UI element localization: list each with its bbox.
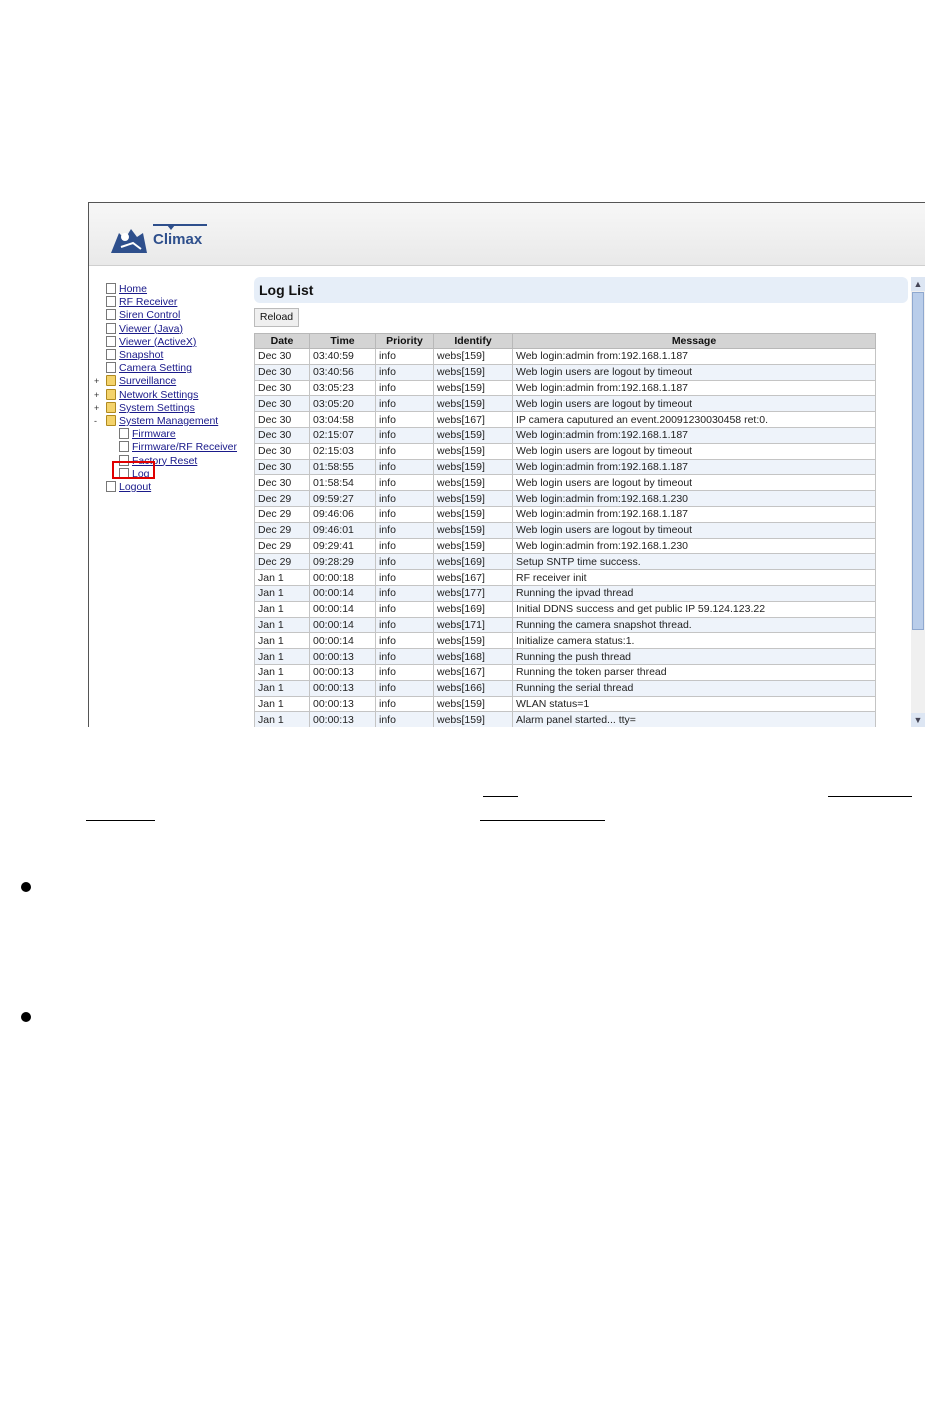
- cell-date: Dec 30: [255, 364, 310, 380]
- cell-date: Dec 29: [255, 538, 310, 554]
- cell-date: Jan 1: [255, 664, 310, 680]
- cell-message: Alarm panel started... tty=: [513, 712, 876, 727]
- cell-identify: webs[159]: [434, 475, 513, 491]
- cell-identify: webs[159]: [434, 491, 513, 507]
- cell-time: 00:00:13: [310, 696, 376, 712]
- cell-date: Jan 1: [255, 680, 310, 696]
- cell-priority: info: [376, 475, 434, 491]
- cell-priority: info: [376, 396, 434, 412]
- cell-priority: info: [376, 696, 434, 712]
- log-row: [255, 396, 876, 412]
- log-table: [254, 333, 876, 727]
- nav-item-snapshot[interactable]: [106, 349, 163, 362]
- expand-icon[interactable]: +: [94, 389, 100, 400]
- cell-date: Dec 29: [255, 522, 310, 538]
- expand-icon[interactable]: +: [94, 402, 100, 413]
- cell-identify: webs[159]: [434, 696, 513, 712]
- cell-priority: info: [376, 443, 434, 459]
- cell-identify: webs[167]: [434, 664, 513, 680]
- col-time[interactable]: Time: [310, 334, 376, 349]
- page-icon: [106, 336, 116, 347]
- cell-date: Dec 29: [255, 554, 310, 570]
- cell-identify: webs[168]: [434, 649, 513, 665]
- cell-priority: info: [376, 585, 434, 601]
- cell-time: 00:00:13: [310, 664, 376, 680]
- page-icon: [106, 481, 116, 492]
- cell-priority: info: [376, 427, 434, 443]
- cell-message: Web login users are logout by timeout: [513, 443, 876, 459]
- nav-item-label: Network Settings: [119, 388, 199, 401]
- nav-item-label: Camera Setting: [119, 362, 192, 375]
- nav-item-system-settings[interactable]: [106, 402, 195, 415]
- cell-identify: webs[169]: [434, 601, 513, 617]
- cell-identify: webs[169]: [434, 554, 513, 570]
- cell-message: Web login:admin from:192.168.1.230: [513, 491, 876, 507]
- cell-identify: webs[159]: [434, 506, 513, 522]
- cell-identify: webs[159]: [434, 538, 513, 554]
- cell-time: 03:40:59: [310, 349, 376, 365]
- cell-time: 00:00:14: [310, 617, 376, 633]
- cell-priority: info: [376, 506, 434, 522]
- cell-identify: webs[159]: [434, 459, 513, 475]
- log-row: [255, 412, 876, 428]
- log-table-header: [255, 334, 876, 349]
- cell-message: RF receiver init: [513, 570, 876, 586]
- cell-priority: info: [376, 349, 434, 365]
- log-row: [255, 680, 876, 696]
- col-message[interactable]: Message: [513, 334, 876, 349]
- log-row: [255, 633, 876, 649]
- nav-item-label: Siren Control: [119, 309, 181, 322]
- nav-item-label: Factory Reset: [132, 454, 198, 467]
- log-row: [255, 364, 876, 380]
- cell-message: Web login:admin from:192.168.1.230: [513, 538, 876, 554]
- cell-time: 09:59:27: [310, 491, 376, 507]
- cell-message: Web login:admin from:192.168.1.187: [513, 427, 876, 443]
- log-row: [255, 664, 876, 680]
- nav-item-label: Viewer (ActiveX): [119, 335, 197, 348]
- cell-message: Web login:admin from:192.168.1.187: [513, 506, 876, 522]
- cell-date: Dec 30: [255, 412, 310, 428]
- cell-date: Jan 1: [255, 649, 310, 665]
- page-icon: [106, 362, 116, 373]
- cell-date: Jan 1: [255, 712, 310, 727]
- log-row: [255, 538, 876, 554]
- cell-identify: webs[159]: [434, 427, 513, 443]
- page-icon: [106, 309, 116, 320]
- cell-message: Web login:admin from:192.168.1.187: [513, 459, 876, 475]
- page-icon: [106, 296, 116, 307]
- cell-time: 00:00:14: [310, 585, 376, 601]
- cell-date: Dec 30: [255, 380, 310, 396]
- log-row: [255, 570, 876, 586]
- cell-time: 01:58:54: [310, 475, 376, 491]
- cell-time: 09:46:06: [310, 506, 376, 522]
- log-list-screenshot: [88, 202, 925, 727]
- cell-priority: info: [376, 554, 434, 570]
- cell-time: 00:00:18: [310, 570, 376, 586]
- nav-item-label: Log: [132, 467, 150, 480]
- cell-date: Jan 1: [255, 696, 310, 712]
- cell-message: WLAN status=1: [513, 696, 876, 712]
- cell-identify: webs[171]: [434, 617, 513, 633]
- app-header: [89, 203, 925, 266]
- cell-priority: info: [376, 538, 434, 554]
- nav-item-label: RF Receiver: [119, 296, 178, 309]
- underline-mark: [480, 820, 605, 821]
- cell-time: 01:58:55: [310, 459, 376, 475]
- cell-identify: webs[159]: [434, 349, 513, 365]
- page-icon: [119, 441, 129, 452]
- col-date[interactable]: Date: [255, 334, 310, 349]
- nav-item-network-settings[interactable]: [106, 389, 198, 402]
- cell-priority: info: [376, 364, 434, 380]
- cell-time: 00:00:13: [310, 680, 376, 696]
- cell-identify: webs[159]: [434, 712, 513, 727]
- cell-message: Running the push thread: [513, 649, 876, 665]
- cell-priority: info: [376, 680, 434, 696]
- cell-time: 09:29:41: [310, 538, 376, 554]
- cell-time: 03:04:58: [310, 412, 376, 428]
- cell-priority: info: [376, 459, 434, 475]
- folder-icon: [106, 415, 116, 426]
- cell-date: Dec 30: [255, 475, 310, 491]
- log-row: [255, 617, 876, 633]
- cell-identify: webs[177]: [434, 585, 513, 601]
- cell-date: Jan 1: [255, 633, 310, 649]
- underline-mark: [828, 796, 912, 797]
- cell-time: 00:00:14: [310, 601, 376, 617]
- cell-time: 02:15:03: [310, 443, 376, 459]
- log-row: [255, 554, 876, 570]
- cell-date: Dec 30: [255, 349, 310, 365]
- nav-item-system-management[interactable]: [106, 415, 218, 428]
- cell-identify: webs[159]: [434, 364, 513, 380]
- nav-item-logout[interactable]: [106, 481, 151, 494]
- cell-message: Running the token parser thread: [513, 664, 876, 680]
- cell-time: 09:46:01: [310, 522, 376, 538]
- bullet-icon: [21, 882, 31, 892]
- nav-item-label: Home: [119, 283, 148, 295]
- cell-message: Web login:admin from:192.168.1.187: [513, 349, 876, 365]
- vertical-scrollbar[interactable]: [911, 277, 925, 727]
- cell-date: Dec 30: [255, 427, 310, 443]
- log-row: [255, 491, 876, 507]
- cell-priority: info: [376, 570, 434, 586]
- underline-mark: [483, 796, 518, 797]
- cell-message: Running the camera snapshot thread.: [513, 617, 876, 633]
- cell-priority: info: [376, 617, 434, 633]
- nav-item-siren-control[interactable]: [106, 309, 180, 322]
- nav-item-label: Logout: [119, 481, 152, 493]
- nav-item-home[interactable]: [106, 283, 147, 296]
- nav-item-label: Firmware/RF Receiver: [132, 441, 238, 454]
- cell-date: Jan 1: [255, 617, 310, 633]
- nav-item-viewer-java[interactable]: [106, 323, 183, 336]
- cell-priority: info: [376, 601, 434, 617]
- selected-log-highlight: [112, 461, 155, 479]
- bullet-icon: [21, 1012, 31, 1022]
- cell-message: Web login:admin from:192.168.1.187: [513, 380, 876, 396]
- nav-item-label: Snapshot: [119, 349, 164, 361]
- cell-identify: webs[159]: [434, 633, 513, 649]
- nav-item-label: Surveillance: [119, 375, 177, 388]
- cell-identify: webs[166]: [434, 680, 513, 696]
- cell-priority: info: [376, 649, 434, 665]
- cell-identify: webs[167]: [434, 412, 513, 428]
- cell-date: Dec 30: [255, 396, 310, 412]
- cell-message: Web login users are logout by timeout: [513, 396, 876, 412]
- nav-item-rf-receiver[interactable]: [106, 296, 177, 309]
- cell-date: Dec 30: [255, 443, 310, 459]
- cell-message: Web login users are logout by timeout: [513, 475, 876, 491]
- log-row: [255, 475, 876, 491]
- expand-icon[interactable]: +: [94, 376, 100, 387]
- cell-time: 00:00:14: [310, 633, 376, 649]
- cell-message: Running the serial thread: [513, 680, 876, 696]
- log-row: [255, 712, 876, 727]
- cell-message: Setup SNTP time success.: [513, 554, 876, 570]
- cell-message: Initialize camera status:1.: [513, 633, 876, 649]
- underline-mark: [86, 820, 155, 821]
- nav-item-camera-setting[interactable]: [106, 362, 192, 375]
- cell-identify: webs[159]: [434, 522, 513, 538]
- folder-icon: [106, 389, 116, 400]
- page-icon: [106, 349, 116, 360]
- cell-message: Web login users are logout by timeout: [513, 364, 876, 380]
- log-row: [255, 585, 876, 601]
- log-row: [255, 696, 876, 712]
- cell-identify: webs[159]: [434, 443, 513, 459]
- cell-time: 03:05:20: [310, 396, 376, 412]
- scroll-up-icon[interactable]: ▲: [911, 277, 925, 291]
- log-row: [255, 459, 876, 475]
- log-row: [255, 427, 876, 443]
- scroll-down-icon[interactable]: ▼: [911, 713, 925, 727]
- cell-priority: info: [376, 380, 434, 396]
- cell-date: Dec 30: [255, 459, 310, 475]
- collapse-icon[interactable]: -: [94, 416, 97, 426]
- log-row: [255, 601, 876, 617]
- cell-priority: info: [376, 712, 434, 727]
- cell-message: IP camera caputured an event.20091230030458 ret:0.: [513, 412, 876, 428]
- nav-item-label: Firmware: [132, 428, 176, 441]
- col-identify[interactable]: Identify: [434, 334, 513, 349]
- cell-identify: webs[159]: [434, 380, 513, 396]
- cell-time: 00:00:13: [310, 649, 376, 665]
- cell-priority: info: [376, 664, 434, 680]
- brand-name: Climax: [153, 231, 203, 248]
- cell-message: Initial DDNS success and get public IP 59.124.123.22: [513, 601, 876, 617]
- cell-priority: info: [376, 633, 434, 649]
- log-row: [255, 522, 876, 538]
- cell-time: 03:40:56: [310, 364, 376, 380]
- page-icon: [106, 283, 116, 294]
- nav-item-firmware-rf-receiver[interactable]: [119, 441, 237, 454]
- log-row: [255, 349, 876, 365]
- cell-time: 02:15:07: [310, 427, 376, 443]
- cell-message: Running the ipvad thread: [513, 585, 876, 601]
- page-icon: [119, 428, 129, 439]
- log-row: [255, 443, 876, 459]
- nav-item-label: System Management: [119, 415, 219, 427]
- cell-identify: webs[159]: [434, 396, 513, 412]
- folder-icon: [106, 375, 116, 386]
- col-priority[interactable]: Priority: [376, 334, 434, 349]
- cell-identify: webs[167]: [434, 570, 513, 586]
- nav-item-viewer-activex[interactable]: [106, 336, 196, 349]
- cell-date: Jan 1: [255, 585, 310, 601]
- nav-item-label: System Settings: [119, 401, 195, 414]
- log-row: [255, 649, 876, 665]
- nav-item-surveillance[interactable]: [106, 375, 176, 388]
- log-row: [255, 380, 876, 396]
- cell-date: Jan 1: [255, 601, 310, 617]
- cell-date: Jan 1: [255, 570, 310, 586]
- page-icon: [106, 323, 116, 334]
- nav-item-label: Viewer (Java): [119, 322, 183, 335]
- cell-time: 00:00:13: [310, 712, 376, 727]
- panel-header: [254, 277, 908, 303]
- cell-priority: info: [376, 412, 434, 428]
- log-row: [255, 506, 876, 522]
- nav-item-firmware[interactable]: [119, 428, 176, 441]
- cell-message: Web login users are logout by timeout: [513, 522, 876, 538]
- cell-date: Dec 29: [255, 491, 310, 507]
- cell-priority: info: [376, 491, 434, 507]
- scrollbar-thumb[interactable]: [912, 292, 924, 630]
- cell-time: 09:28:29: [310, 554, 376, 570]
- cell-priority: info: [376, 522, 434, 538]
- cell-time: 03:05:23: [310, 380, 376, 396]
- cell-date: Dec 29: [255, 506, 310, 522]
- page-title: Log List: [259, 282, 314, 298]
- folder-icon: [106, 402, 116, 413]
- reload-button[interactable]: Reload: [254, 308, 299, 327]
